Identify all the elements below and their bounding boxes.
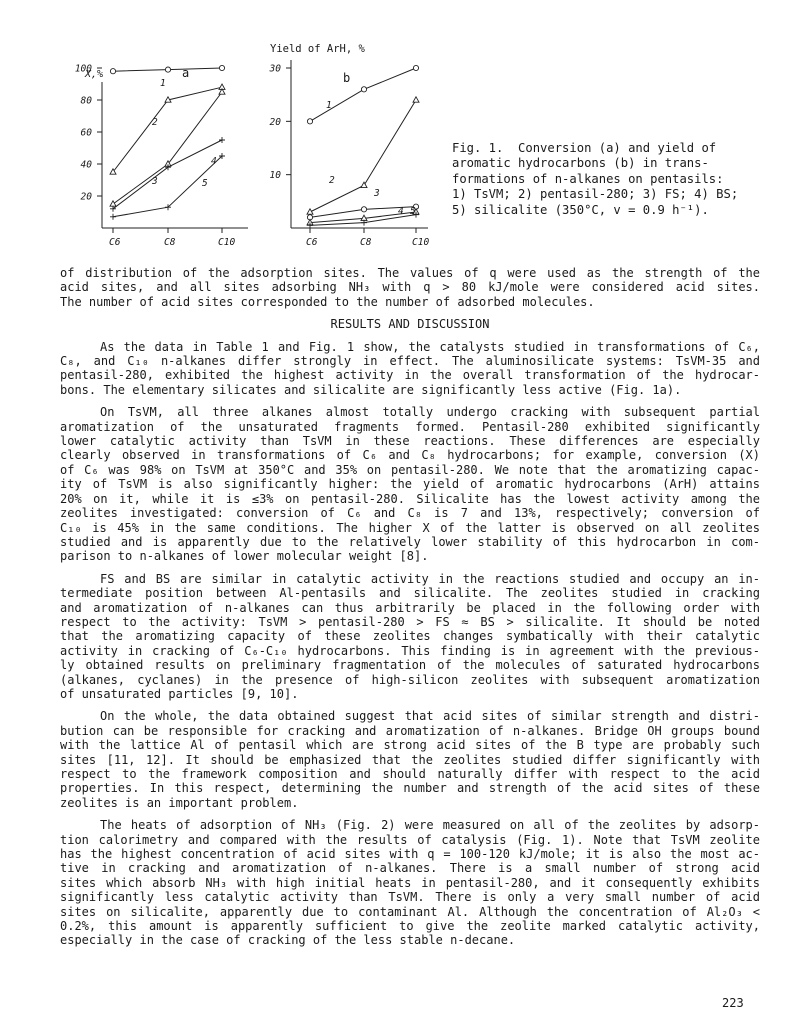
text-line: sites [11, 12]. It should be emphasized that the zeolites studied differ significantly with — [60, 752, 760, 767]
series-2 — [307, 97, 419, 214]
text-line: activity in cracking of C₆-C₁₀ hydrocarbons. This finding is in agreement with the previous- — [60, 643, 760, 658]
text-line: bution can be responsible for cracking and aromatization of n-alkanes. Bridge OH groups bound — [60, 723, 760, 738]
page-number: 223 — [722, 996, 744, 1010]
text-line: of C₆ was 98% on TsVM at 350°C and 35% on pentasil-280. We note that the aromatizing capac- — [60, 462, 760, 477]
data-point — [307, 119, 312, 124]
y-tick-label: 20 — [269, 116, 281, 128]
text-line: sites which absorb NH₃ with high initial heats in pentasil-280, and it consequently exhibits — [60, 875, 760, 890]
series-label: 2 — [329, 175, 335, 186]
text-line: 20% on it, while it is ≤3% on pentasil-280. Silicalite has the lowest activity among the — [60, 491, 760, 506]
y-tick-label: 40 — [80, 159, 92, 171]
figure-caption — [452, 141, 782, 218]
text-line: of distribution of the adsorption sites. The values of q were used as the strength of the — [60, 266, 760, 280]
text-line: especially in the case of cracking of the less stable n-decane. — [60, 933, 516, 948]
x-tick-label: C6 — [109, 237, 121, 248]
caption-line: aromatic hydrocarbons (b) in trans- — [452, 156, 709, 171]
text-line: significantly less catalytic activity than TsVM. There is only a very small number of acid — [60, 890, 760, 905]
y-tick-label: 10 — [269, 170, 281, 182]
text-line: parison to n-alkanes of lower molecular weight [8]. — [60, 549, 429, 564]
series-label: 3 — [374, 188, 380, 199]
caption-line: 5) silicalite (350°C, v = 0.9 h⁻¹). — [452, 202, 709, 217]
data-point — [361, 87, 366, 92]
x-tick-label: C10 — [218, 237, 236, 248]
text-line: The heats of adsorption of NH₃ (Fig. 2) were measured on all of the zeolites by adsorp- — [100, 818, 760, 833]
y-tick-label: 80 — [80, 95, 92, 107]
text-line: sites on silicalite, apparently due to contaminant Al. Although the concentration of Al₂O₃ < — [60, 904, 760, 919]
x-tick-label: C6 — [306, 237, 318, 248]
text-line: bons. The elementary silicates and silicalite are significantly less active (Fig. 1a). — [60, 382, 682, 397]
text-line: respect to the framework composition and should naturally differ with respect to the acid — [60, 767, 760, 781]
x-tick-label: C10 — [412, 237, 430, 248]
figure-1 — [0, 0, 807, 260]
text-line: termediate position between Al-pentasils and silicalite. The zeolites studied in cracking — [60, 586, 760, 601]
text-line: ity of TsVM is also significantly higher: the yield of aromatic hydrocarbons (ArH) attains — [60, 477, 760, 492]
data-point — [361, 207, 366, 212]
text-line: C₁₀ is 45% in the same conditions. The higher X of the latter is observed on all zeolites — [60, 520, 760, 535]
x-tick-label: C8 — [360, 237, 372, 248]
y-tick-label: 100 — [74, 63, 92, 75]
text-line: acid sites, and all sites adsorbing NH₃ with q > 80 kJ/mole were considered acid sites. — [60, 280, 760, 295]
figure-1-plots — [0, 0, 807, 260]
data-point — [110, 201, 116, 206]
text-line: respect to the activity: TsVM > pentasil-280 > FS ≈ BS > silicalite. It should be noted — [60, 614, 760, 629]
text-line: tion calorimetry and compared with the results of catalysis (Fig. 1). Note that TsVM zeolite — [60, 832, 760, 847]
caption-line: Fig. 1. Conversion (a) and yield of — [452, 141, 717, 155]
data-point — [219, 65, 224, 70]
series-1 — [307, 65, 418, 124]
panel-a-ylabel: X,% — [85, 69, 104, 80]
series-label: 4 — [398, 206, 404, 217]
paragraph — [60, 572, 760, 702]
series-line — [310, 68, 416, 121]
data-point — [413, 97, 419, 102]
text-line: pentasil-280, exhibited the highest activity in the overall transformation of the hydrocar- — [60, 368, 760, 383]
text-line: tive in cracking and aromatization of n-alkanes. There is a small number of strong acid — [60, 861, 760, 876]
text-line: that the aromatizing capacity of these zeolites changes symbatically with their catalytic — [60, 629, 760, 644]
series-label: 5 — [410, 206, 416, 217]
paragraph — [60, 266, 760, 309]
series-line — [310, 100, 416, 212]
panel-a-label: a — [182, 66, 190, 80]
text-line: with the lattice Al of pentasil which are strong acid sites of the B type are probably such — [60, 738, 760, 753]
series-label: 2 — [152, 117, 158, 128]
data-point — [110, 69, 115, 74]
text-line: (alkanes, cyclanes) in the presence of high-silicon zeolites with subsequent aromatization — [60, 672, 760, 687]
text-line: FS and BS are similar in catalytic activity in the reactions studied and occupy an in- — [100, 571, 760, 586]
text-line: 0.2%, this amount is apparently sufficient to give the zeolite marked catalytic activity, — [60, 919, 760, 934]
text-line: On the whole, the data obtained suggest that acid sites of similar strength and distri- — [100, 709, 760, 724]
text-line: zeolites is an important problem. — [60, 795, 299, 810]
panel-b — [269, 43, 430, 248]
text-line: and aromatization of n-alkanes can thus arbitrarily be placed in the following order with — [60, 600, 760, 615]
series-2 — [110, 84, 225, 174]
data-point — [361, 182, 367, 187]
text-line: zeolites investigated: conversion of C₆ and C₈ is 7 and 13%, respectively; conversion of — [60, 506, 760, 521]
data-point — [165, 67, 170, 72]
text-line: lower catalytic activity than TsVM in these reactions. These differences are especially — [60, 434, 760, 449]
text-line: studied and is apparently due to the relatively lower stability of this hydrocarbon in com- — [60, 534, 760, 549]
x-tick-label: C8 — [164, 237, 176, 248]
panel-a — [75, 64, 248, 249]
data-point — [110, 214, 116, 220]
panel-b-ylabel: Yield of ArH, % — [270, 43, 365, 55]
series-label: 3 — [152, 176, 158, 187]
y-tick-label: 60 — [80, 127, 92, 139]
text-line: C₈, and C₁₀ n-alkanes differ strongly in effect. The aluminosilicate systems: TsVM-35 and — [60, 354, 760, 369]
y-tick-label: 20 — [80, 191, 92, 203]
text-line: As the data in Table 1 and Fig. 1 show, the catalysts studied in transformations of C₆, — [100, 339, 760, 354]
series-label: 5 — [202, 178, 208, 189]
series-label: 1 — [160, 78, 166, 89]
data-point — [219, 137, 225, 143]
text-line: On TsVM, all three alkanes almost totally undergo cracking with subsequent partial — [100, 405, 760, 420]
text-line: ly obtained results on preliminary fragmentation of the molecules of saturated hydrocarbons — [60, 658, 760, 673]
paragraph — [60, 818, 760, 948]
caption-line: formations of n-alkanes on pentasils: — [452, 171, 724, 186]
paragraph — [60, 405, 760, 563]
y-tick-label: 30 — [269, 63, 281, 75]
series-label: 4 — [211, 156, 217, 167]
series-4 — [110, 137, 225, 212]
panel-b-label: b — [343, 71, 351, 85]
text-line: clearly observed in transformations of C₆ and C₈ hydrocarbons; for example, conversion (X) — [60, 448, 760, 463]
section-heading: RESULTS AND DISCUSSION — [330, 317, 490, 332]
text-line: properties. In this respect, determining the number and strength of the acid sites of these — [60, 781, 760, 796]
text-line: The number of acid sites corresponded to the number of adsorbed molecules. — [60, 294, 595, 309]
text-line: has the highest concentration of acid sites with q = 100-120 kJ/mole; it is also the most ac- — [60, 847, 760, 862]
series-label: 1 — [326, 100, 332, 111]
data-point — [413, 65, 418, 70]
caption-line: 1) TsVM; 2) pentasil-280; 3) FS; 4) BS; — [452, 187, 739, 202]
paragraph — [60, 340, 760, 398]
paragraph — [60, 709, 760, 810]
body-text — [60, 266, 760, 948]
text-line: aromatization of the unsaturated fragments formed. Pentasil-280 exhibited significantly — [60, 419, 760, 434]
text-line: of unsaturated particles [9, 10]. — [60, 686, 299, 701]
series-1 — [110, 65, 224, 89]
